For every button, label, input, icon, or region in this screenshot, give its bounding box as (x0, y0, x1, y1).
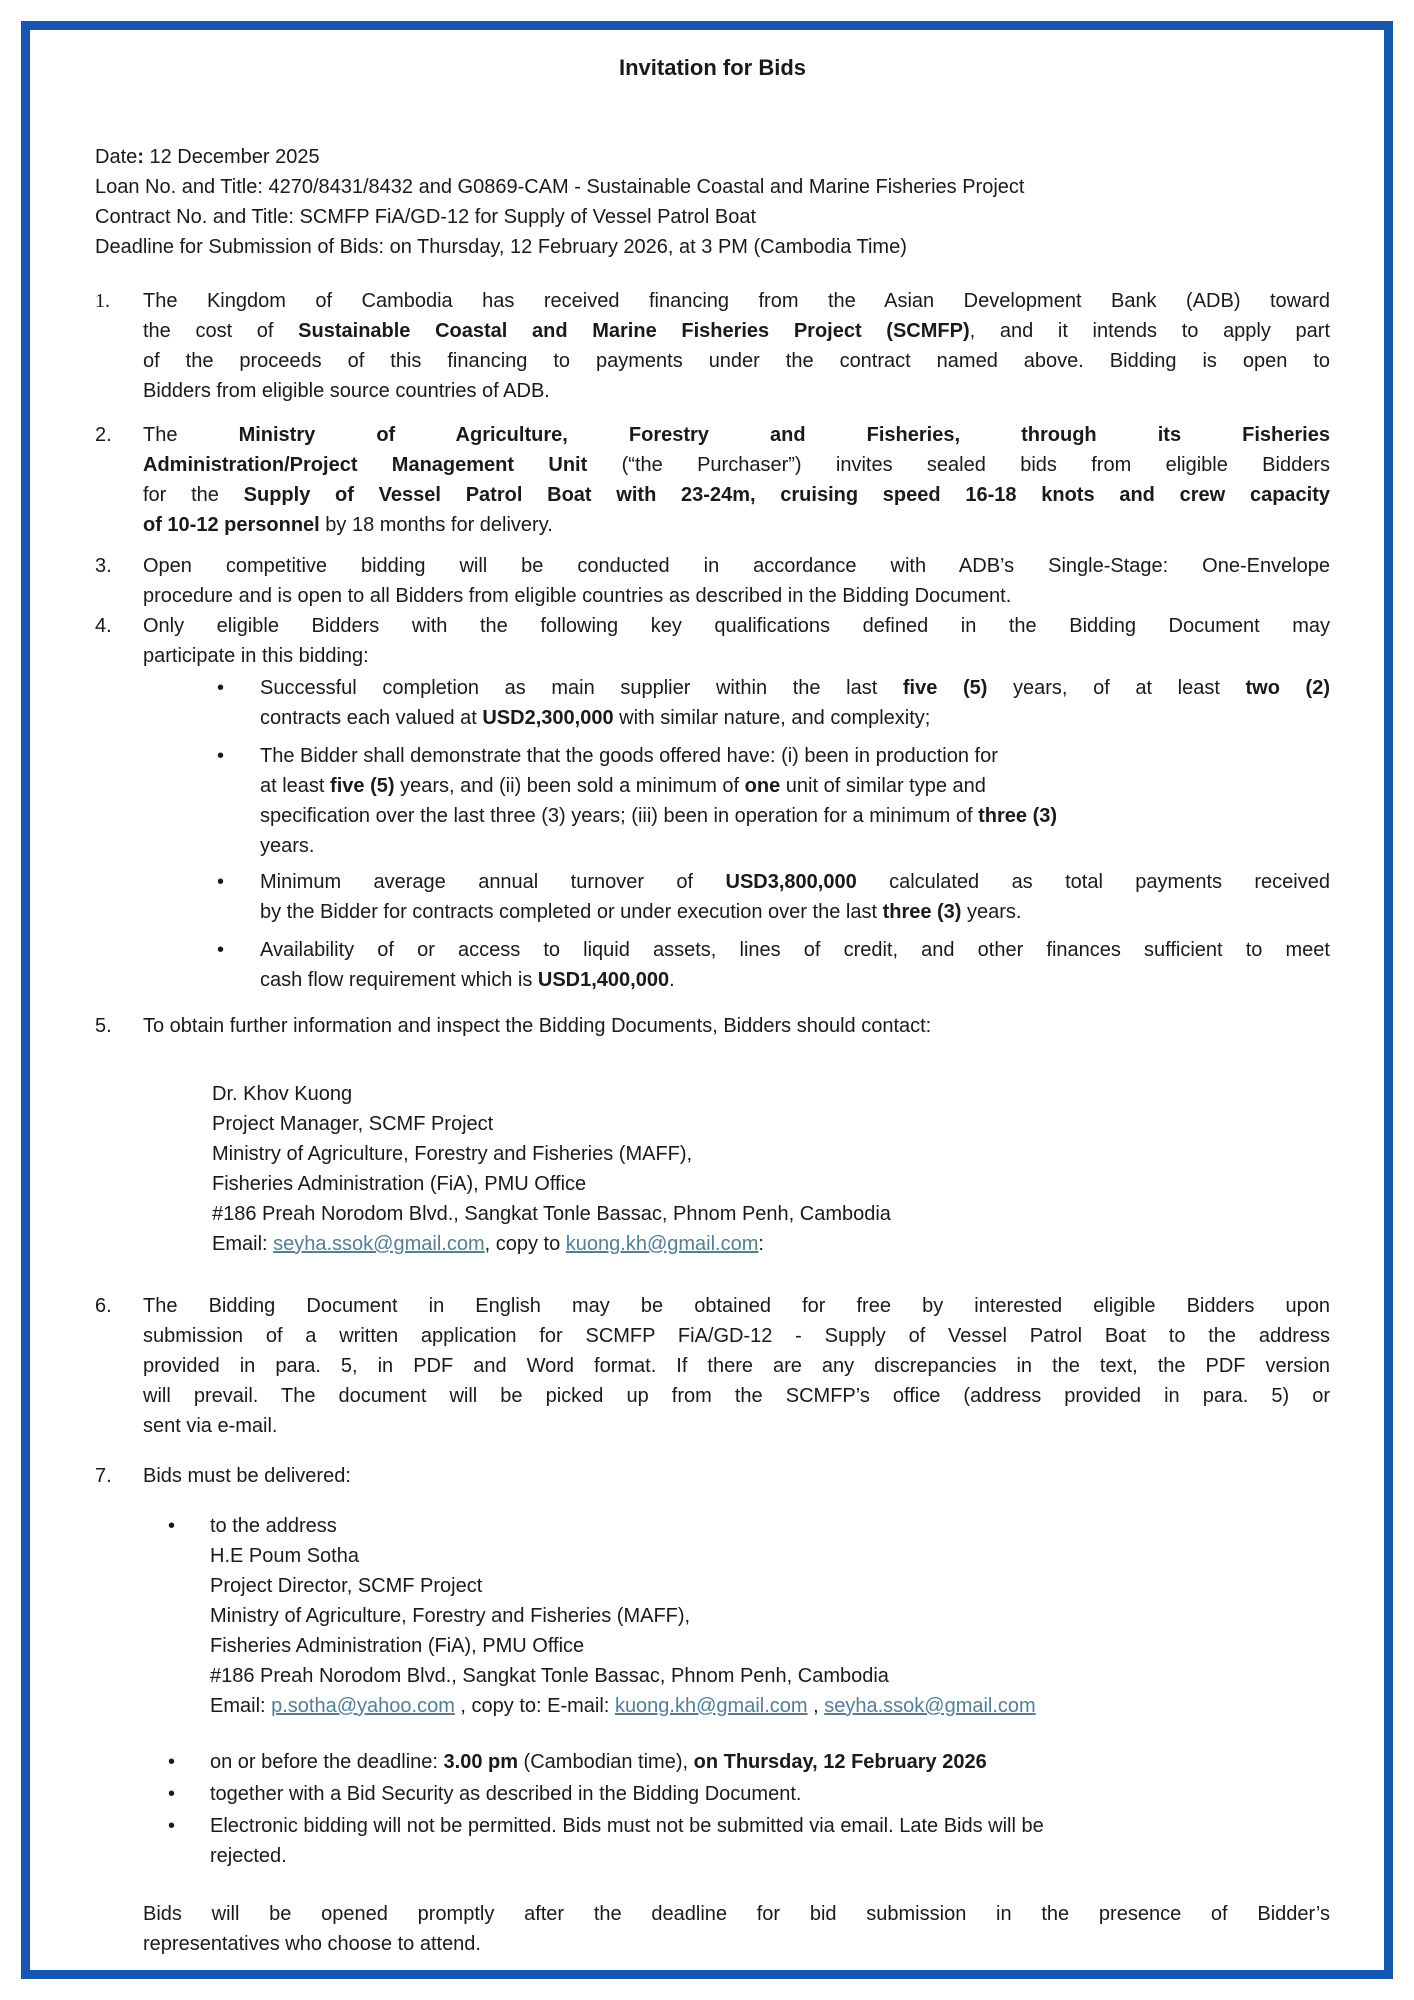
bullet-icon: • (168, 1815, 176, 1837)
bullet-item (217, 867, 1330, 927)
text-run: Bids must be delivered: (143, 1465, 351, 1487)
text-run: Only eligible Bidders with the following key qualifications defined in the Bidding Document may (143, 615, 1330, 637)
bullet-text (260, 867, 1330, 927)
text-run: contracts each valued at (260, 707, 483, 729)
document-title: Invitation for Bids (619, 55, 806, 80)
item-text (143, 611, 1330, 671)
numbered-item (95, 286, 1330, 406)
text-run: years. (260, 835, 315, 857)
text-run: #186 Preah Norodom Blvd., Sangkat Tonle Bassac, Phnom Penh, Cambodia (210, 1665, 889, 1687)
bullet-icon: • (217, 939, 225, 961)
numbered-item (95, 1461, 1330, 1491)
text-run: three (3) (882, 901, 962, 923)
text-run: unit of similar type and (780, 775, 986, 797)
header-line (95, 172, 1330, 202)
text-run: The Kingdom of Cambodia has received financing from the Asian Development Bank (ADB) toward (143, 290, 1330, 312)
header-line (95, 202, 1330, 232)
text-run: at least (260, 775, 331, 797)
text-run: Project Manager, SCMF Project (212, 1113, 494, 1135)
text-line (143, 1351, 1330, 1381)
text-run: The Bidder shall demonstrate that the goods offered have: (i) been in production for (260, 745, 998, 767)
text-run: Ministry of Agriculture, Forestry and Fisheries, through its Fisheries (238, 424, 1330, 446)
text-run: representatives who choose to attend. (143, 1933, 481, 1955)
item-number: 1. (95, 290, 110, 312)
text-run: Successful completion as main supplier within the last (260, 677, 903, 699)
text-run: sent via e-mail. (143, 1415, 278, 1437)
address-line (212, 1199, 1330, 1229)
closing-paragraph (143, 1899, 1330, 1959)
text-run: five (5) (330, 775, 395, 797)
text-line (260, 965, 1330, 995)
text-run: by 18 months for delivery. (319, 514, 553, 536)
text-run: five (5) (902, 677, 988, 699)
text-line (143, 581, 1330, 611)
text-line (143, 286, 1330, 316)
text-run: (“the Purchaser”) invites sealed bids from eligible Bidders (587, 454, 1330, 476)
bullet-item (217, 935, 1330, 995)
item-number: 5. (95, 1015, 112, 1037)
text-run: Electronic bidding will not be permitted. Bids must not be submitted via email. Late Bids will be (210, 1815, 1044, 1837)
address-line (212, 1109, 1330, 1139)
text-run: , copy to (484, 1233, 566, 1255)
text-line (143, 1899, 1330, 1929)
address-line (212, 1229, 1330, 1259)
text-run: cash flow requirement which is (260, 969, 538, 991)
item-text (143, 1461, 1330, 1491)
bullet-icon: • (168, 1751, 176, 1773)
text-run: Fisheries Administration (FiA), PMU Office (212, 1173, 587, 1195)
contact-block (212, 1079, 1330, 1259)
text-line (143, 450, 1330, 480)
text-line (143, 1929, 1330, 1959)
item-number: 7. (95, 1465, 112, 1487)
text-run: on Thursday, 12 February 2026 (693, 1751, 987, 1773)
numbered-item (95, 1291, 1330, 1441)
text-run: submission of a written application for SCMFP FiA/GD-12 - Supply of Vessel Patrol Boat to the address (143, 1325, 1330, 1347)
text-line (143, 376, 1330, 406)
text-line (143, 1321, 1330, 1351)
text-run: will prevail. The document will be picked up from the SCMFP’s office (address provided in para. 5) or (143, 1385, 1330, 1407)
item-number: 3. (95, 555, 112, 577)
text-run: rejected. (210, 1845, 287, 1867)
item-text (143, 551, 1330, 611)
text-run: 12 December 2025 (143, 146, 320, 168)
text-run: . (669, 969, 675, 991)
text-run: Email: (210, 1695, 272, 1717)
text-run: Ministry of Agriculture, Forestry and Fisheries (MAFF), (210, 1605, 691, 1627)
text-line (210, 1571, 1330, 1601)
bullet-text (210, 1747, 1330, 1777)
text-line (210, 1661, 1330, 1691)
text-line (210, 1779, 1330, 1809)
item-text (143, 1011, 1330, 1041)
email-link[interactable]: seyha.ssok@gmail.com (824, 1695, 1036, 1717)
text-line (143, 1291, 1330, 1321)
bullet-text (260, 935, 1330, 995)
item-number: 2. (95, 424, 112, 446)
text-run: Ministry of Agriculture, Forestry and Fisheries (MAFF), (212, 1143, 693, 1165)
text-run: years, and (ii) been sold a minimum of (394, 775, 745, 797)
text-run: Open competitive bidding will be conducted in accordance with ADB’s Single-Stage: One-Envelope (143, 555, 1330, 577)
address-line (212, 1079, 1330, 1109)
text-run: (Cambodian time), (518, 1751, 694, 1773)
item-text (143, 286, 1330, 406)
text-run: USD1,400,000 (537, 969, 670, 991)
text-line (210, 1747, 1330, 1777)
text-run: The Bidding Document in English may be obtained for free by interested eligible Bidders upon (143, 1295, 1330, 1317)
text-run: Minimum average annual turnover of (260, 871, 726, 893)
text-line (260, 741, 1330, 771)
text-run: for the (143, 484, 244, 506)
item-number: 6. (95, 1295, 112, 1317)
text-run: calculated as total payments received (856, 871, 1330, 893)
text-run: years, of at least (987, 677, 1246, 699)
item-text (143, 420, 1330, 540)
text-run: the cost of (143, 320, 299, 342)
text-line (210, 1631, 1330, 1661)
address-line (212, 1169, 1330, 1199)
text-run: Dr. Khov Kuong (212, 1083, 353, 1105)
text-line (143, 510, 1330, 540)
text-line (143, 346, 1330, 376)
text-run: three (3) (978, 805, 1058, 827)
text-line (260, 867, 1330, 897)
bullet-text (210, 1779, 1330, 1809)
text-run: one (744, 775, 781, 797)
text-run: H.E Poum Sotha (210, 1545, 359, 1567)
text-run: Date (95, 146, 138, 168)
text-run: Sustainable Coastal and Marine Fisheries Project (SCMFP) (298, 320, 970, 342)
email-link[interactable]: kuong.kh@gmail.com (565, 1233, 759, 1255)
text-line (210, 1511, 1330, 1541)
bullet-icon: • (217, 871, 225, 893)
text-line (143, 1381, 1330, 1411)
text-run: #186 Preah Norodom Blvd., Sangkat Tonle Bassac, Phnom Penh, Cambodia (212, 1203, 891, 1225)
item-number: 4. (95, 615, 112, 637)
text-line (143, 1011, 1330, 1041)
text-run: two (2) (1245, 677, 1331, 699)
text-run: , (807, 1695, 825, 1717)
text-line (143, 480, 1330, 510)
document-body (95, 30, 1330, 1959)
text-line (143, 551, 1330, 581)
text-run: of 10-12 personnel (143, 514, 320, 536)
text-line (143, 1411, 1330, 1441)
text-line (143, 420, 1330, 450)
text-line (210, 1541, 1330, 1571)
text-run: with similar nature, and complexity; (613, 707, 931, 729)
text-run: , copy to: E-mail: (454, 1695, 615, 1717)
text-run: Bidders from eligible source countries of ADB. (143, 380, 550, 402)
item-text (143, 1291, 1330, 1441)
text-line (210, 1841, 1330, 1871)
email-link[interactable]: kuong.kh@gmail.com (614, 1695, 808, 1717)
text-line (143, 611, 1330, 641)
text-run: : (137, 146, 144, 168)
text-run: together with a Bid Security as described in the Bidding Document. (210, 1783, 802, 1805)
text-run: The (143, 424, 239, 446)
bullet-item (217, 741, 1330, 861)
bullet-item (217, 673, 1330, 733)
text-run: , and it intends to apply part (969, 320, 1331, 342)
header-line (95, 142, 1330, 172)
bullet-text (210, 1811, 1330, 1871)
text-line (260, 831, 1330, 861)
text-line (260, 673, 1330, 703)
text-run: Supply of Vessel Patrol Boat with 23-24m, cruising speed 16-18 knots and crew capacity (243, 484, 1331, 506)
text-line (210, 1811, 1330, 1841)
text-run: Fisheries Administration (FiA), PMU Office (210, 1635, 585, 1657)
bullet-item (168, 1747, 1330, 1777)
bullet-icon: • (168, 1515, 176, 1537)
text-run: To obtain further information and inspect the Bidding Documents, Bidders should contact: (143, 1015, 932, 1037)
text-run: : (758, 1233, 764, 1255)
text-run: 3.00 pm (443, 1751, 518, 1773)
email-link[interactable]: seyha.ssok@gmail.com (273, 1233, 485, 1255)
bullet-icon: • (168, 1783, 176, 1805)
text-run: on or before the deadline: (210, 1751, 444, 1773)
email-link[interactable]: p.sotha@yahoo.com (271, 1695, 455, 1717)
text-run: years. (961, 901, 1022, 923)
text-run: Email: (212, 1233, 274, 1255)
text-run: USD2,300,000 (482, 707, 614, 729)
header-line (95, 232, 1330, 262)
bullet-item (168, 1811, 1330, 1871)
text-run: Project Director, SCMF Project (210, 1575, 483, 1597)
numbered-item (95, 611, 1330, 671)
text-run: Bids will be opened promptly after the deadline for bid submission in the presence of Bidder’s (143, 1903, 1330, 1925)
text-line (260, 897, 1330, 927)
text-run: Contract No. and Title: SCMFP FiA/GD-12 for Supply of Vessel Patrol Boat (95, 206, 757, 228)
bullet-text (260, 741, 1330, 861)
numbered-item (95, 420, 1330, 540)
text-line (260, 703, 1330, 733)
text-line (143, 1461, 1330, 1491)
text-run: Deadline for Submission of Bids: on Thursday, 12 February 2026, at 3 PM (Cambodia Time) (95, 236, 907, 258)
bullet-item (168, 1779, 1330, 1809)
text-run: Loan No. and Title: 4270/8431/8432 and G0869-CAM - Sustainable Coastal and Marine Fisheries Project (95, 176, 1025, 198)
text-line (210, 1691, 1330, 1721)
text-run: Administration/Project Management Unit (143, 454, 588, 476)
bullet-item (168, 1511, 1330, 1721)
bullet-text (260, 673, 1330, 733)
bullet-icon: • (217, 745, 225, 767)
text-run: specification over the last three (3) years; (iii) been in operation for a minimum of (260, 805, 979, 827)
text-line (143, 316, 1330, 346)
text-run: to the address (210, 1515, 337, 1537)
numbered-item (95, 551, 1330, 611)
numbered-item (95, 1011, 1330, 1041)
text-line (260, 935, 1330, 965)
text-run: Availability of or access to liquid assets, lines of credit, and other finances sufficient to meet (260, 939, 1330, 961)
text-run: of the proceeds of this financing to payments under the contract named above. Bidding is open to (143, 350, 1330, 372)
text-run: participate in this bidding: (143, 645, 369, 667)
text-line (260, 801, 1330, 831)
text-run: USD3,800,000 (725, 871, 857, 893)
text-run: procedure and is open to all Bidders from eligible countries as described in the Bidding Document. (143, 585, 1012, 607)
text-line (143, 641, 1330, 671)
address-line (212, 1139, 1330, 1169)
bullet-icon: • (217, 677, 225, 699)
text-run: provided in para. 5, in PDF and Word format. If there are any discrepancies in the text, the PDF version (143, 1355, 1330, 1377)
bullet-text (210, 1511, 1330, 1721)
header-block (95, 142, 1330, 262)
text-line (210, 1601, 1330, 1631)
text-run: by the Bidder for contracts completed or under execution over the last (260, 901, 883, 923)
text-line (260, 771, 1330, 801)
